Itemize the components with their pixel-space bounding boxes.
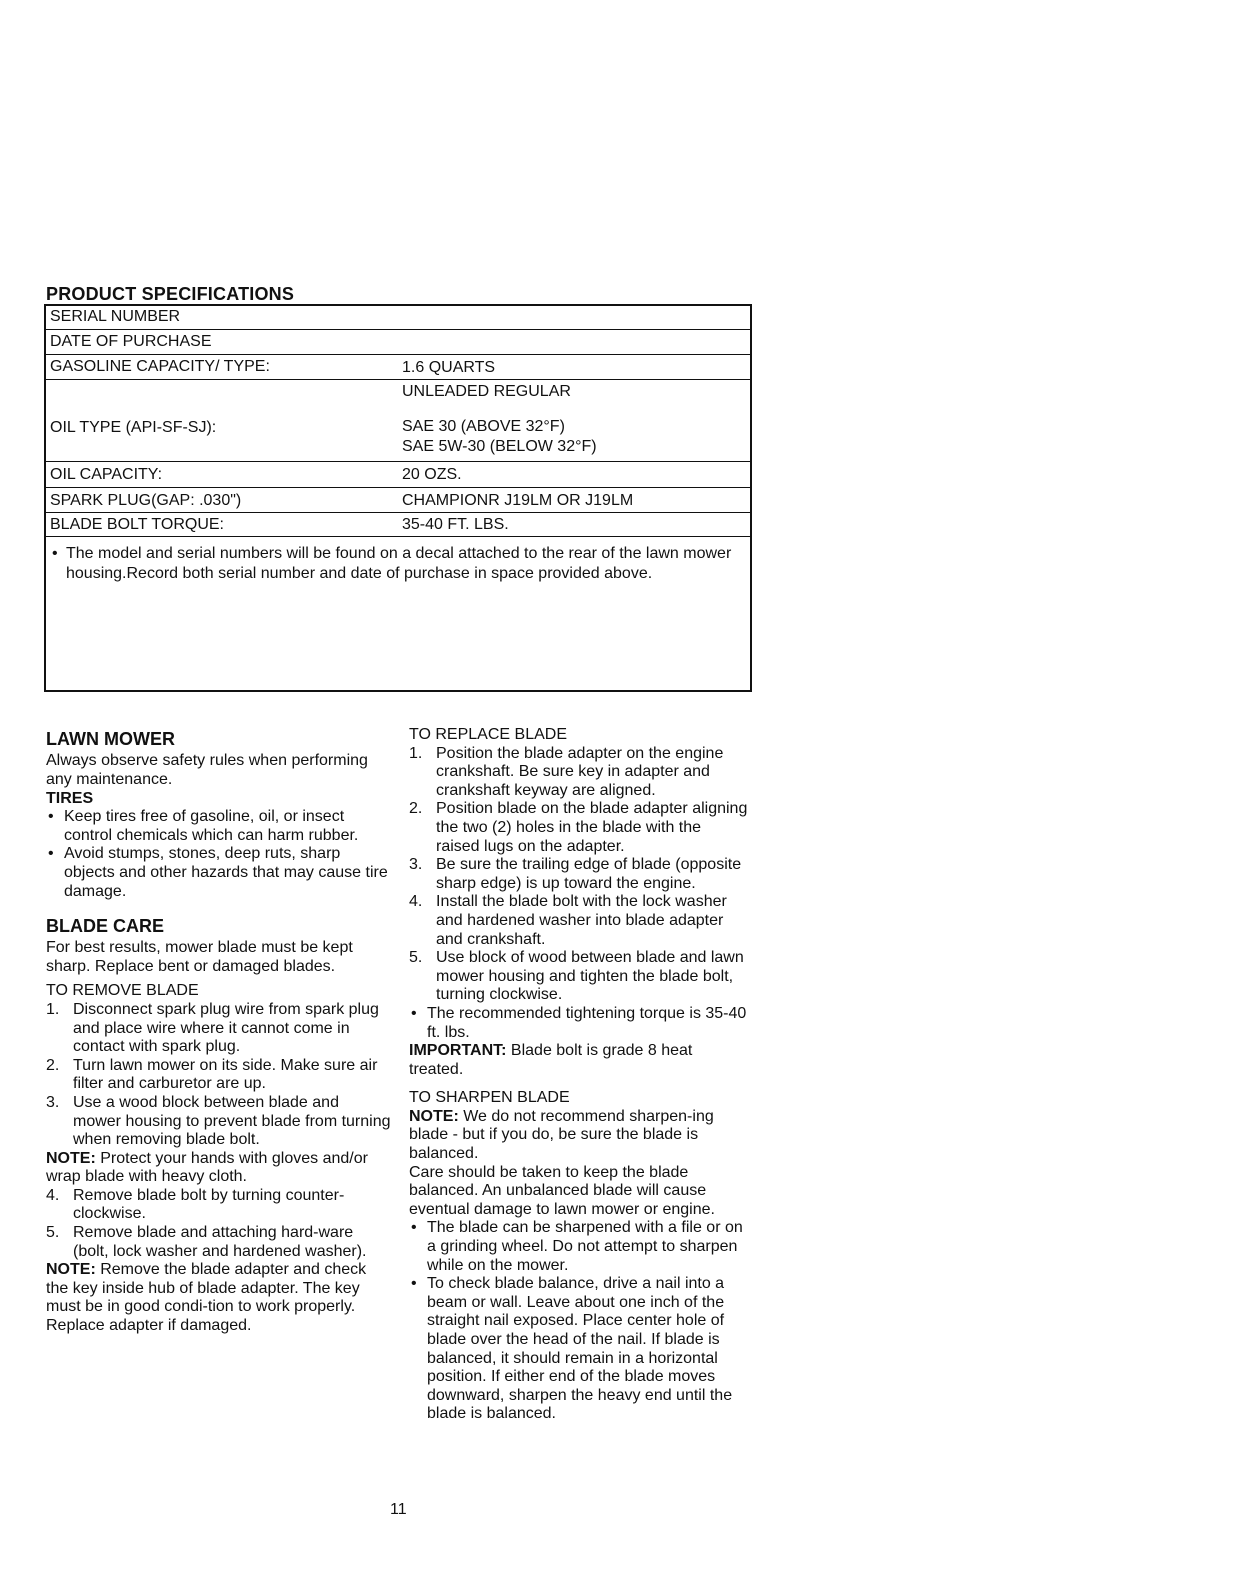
- list-item-text: Turn lawn mower on its side. Make sure air filter and carburetor are up.: [73, 1056, 378, 1093]
- care-paragraph: Care should be taken to keep the blade balanced. An unbalanced blade will cause eventual damage to lawn mower or engine.: [409, 1163, 715, 1218]
- list-item-text: Use block of wood between blade and lawn mower housing and tighten the blade bolt, turning clockwise.: [436, 949, 744, 1004]
- remove-steps: [46, 1001, 391, 1150]
- page-title: PRODUCT SPECIFICATIONS: [46, 284, 295, 304]
- list-item-text: The recommended tightening torque is 35-40 ft. lbs.: [427, 1004, 747, 1041]
- note-text: Remove the blade adapter and check the key inside hub of blade adapter. The key must be in good condi-tion to work properly. Replace adapter if damaged.: [46, 1261, 367, 1335]
- remove-blade-heading: TO REMOVE BLADE: [46, 982, 199, 1000]
- list-item-text: Use a wood block between blade and mower housing to prevent blade from turning when removing blade bolt.: [73, 1093, 391, 1149]
- spec-row: [46, 405, 750, 462]
- note-text: Protect your hands with gloves and/or wrap blade with heavy cloth.: [46, 1149, 368, 1186]
- spec-row: [46, 488, 750, 513]
- spec-value: SAE 5W-30 (BELOW 32°F): [402, 438, 597, 455]
- spec-table: [44, 304, 752, 692]
- spec-row: [46, 306, 750, 330]
- list-item-text: Be sure the trailing edge of blade (opposite sharp edge) is up toward the engine.: [436, 856, 742, 892]
- spec-note-text: The model and serial numbers will be found on a decal attached to the rear of the lawn mower housing.Record both serial number and date of purchase in space provided above.: [66, 545, 732, 582]
- spec-value: SAE 30 (ABOVE 32°F): [402, 418, 565, 435]
- bullet-icon: •: [411, 1275, 417, 1293]
- spec-row: [46, 513, 750, 537]
- list-item-text: Disconnect spark plug wire from spark plug and place wire where it cannot come in contact with spark plug.: [73, 1000, 379, 1056]
- tires-list: [46, 808, 391, 901]
- spec-value: 1.6 QUARTS: [402, 359, 496, 376]
- note-text: We do not recommend sharpen-ing blade - but if you do, be sure the blade is balanced.: [409, 1107, 714, 1163]
- note-paragraph: [46, 1150, 391, 1187]
- spec-row: [46, 330, 750, 355]
- blade-intro: For best results, mower blade must be kept sharp. Replace bent or damaged blades.: [46, 939, 353, 975]
- sharpen-blade-heading: TO SHARPEN BLADE: [409, 1089, 570, 1107]
- replace-steps: [409, 745, 749, 1005]
- spec-label: OIL CAPACITY:: [50, 466, 163, 483]
- spec-value: 35-40 FT. LBS.: [402, 516, 509, 533]
- lawn-mower-heading: LAWN MOWER: [46, 729, 175, 749]
- note-paragraph: [409, 1108, 749, 1164]
- list-item: 5. Use block of wood between blade and lawn mower housing and tighten the blade bolt, turning clockwise.: [409, 949, 744, 1004]
- list-item: 1. Disconnect spark plug wire from spark plug and place wire where it cannot come in contact with spark plug.: [46, 1000, 379, 1056]
- list-item: [46, 808, 391, 845]
- spec-row: [46, 462, 750, 488]
- bullet-icon: •: [52, 545, 58, 562]
- list-item-text: To check blade balance, drive a nail into a beam or wall. Leave about one inch of the straight nail exposed. Place center hole of blade over the head of the nail. If blade is balanced, it should remain in a horizontal position. If either end of the blade moves downward, sharpen the heavy end until the blade is balanced.: [427, 1275, 733, 1423]
- bullet-icon: •: [411, 1004, 417, 1022]
- list-item-text: Install the blade bolt with the lock washer and hardened washer into blade adapter and crankshaft.: [436, 893, 727, 948]
- note-label: NOTE:: [46, 1261, 96, 1279]
- spec-row: [46, 355, 750, 380]
- list-item-text: Remove blade and attaching hard-ware (bolt, lock washer and hardened washer).: [73, 1224, 367, 1260]
- bullet-icon: •: [48, 808, 54, 826]
- spec-label: BLADE BOLT TORQUE:: [50, 516, 224, 533]
- list-item: [409, 1005, 749, 1042]
- bullet-icon: •: [48, 845, 54, 863]
- list-item: 1. Position the blade adapter on the engine crankshaft. Be sure key in adapter and crankshaft keyway are aligned.: [409, 744, 724, 799]
- replace-blade-heading: TO REPLACE BLADE: [409, 726, 567, 743]
- right-column: [409, 726, 749, 1424]
- list-item: 3. Be sure the trailing edge of blade (opposite sharp edge) is up toward the engine.: [409, 856, 742, 892]
- note-label: NOTE:: [46, 1149, 96, 1167]
- remove-steps-continued: [46, 1187, 391, 1261]
- spec-value: CHAMPIONR J19LM OR J19LM: [402, 492, 634, 509]
- list-item: 3. Use a wood block between blade and mower housing to prevent blade from turning when removing blade bolt.: [46, 1093, 391, 1149]
- spec-note: [52, 544, 742, 584]
- spec-value: 20 OZS.: [402, 466, 462, 483]
- spec-label: DATE OF PURCHASE: [50, 333, 212, 350]
- important-text: Blade bolt is grade 8 heat treated.: [409, 1042, 693, 1078]
- spec-label: GASOLINE CAPACITY/ TYPE:: [50, 358, 270, 375]
- note-paragraph: [46, 1261, 391, 1335]
- page-number: 11: [390, 1501, 407, 1518]
- list-item-text: Avoid stumps, stones, deep ruts, sharp objects and other hazards that may cause tire damage.: [64, 845, 388, 900]
- list-item-text: Position blade on the blade adapter aligning the two (2) holes in the blade with the raised lugs on the adapter.: [436, 800, 748, 855]
- spec-label: SPARK PLUG(GAP: .030"): [50, 492, 242, 509]
- list-item: 5. Remove blade and attaching hard-ware (bolt, lock washer and hardened washer).: [46, 1224, 367, 1260]
- left-column: [46, 728, 391, 1336]
- list-item-text: The blade can be sharpened with a file or on a grinding wheel. Do not attempt to sharpen while on the mower.: [427, 1219, 743, 1274]
- list-item: [46, 845, 391, 901]
- list-item: 4. Install the blade bolt with the lock washer and hardened washer into blade adapter and crankshaft.: [409, 893, 727, 948]
- list-item-text: Remove blade bolt by turning counter-clockwise.: [73, 1186, 345, 1223]
- tires-heading: TIRES: [46, 790, 94, 808]
- lawn-intro: Always observe safety rules when performing any maintenance.: [46, 752, 368, 788]
- list-item: [409, 1219, 749, 1275]
- spec-label: SERIAL NUMBER: [50, 308, 181, 325]
- list-item-text: Position the blade adapter on the engine crankshaft. Be sure key in adapter and crankshaft keyway are aligned.: [436, 744, 724, 799]
- important-paragraph: [409, 1042, 749, 1079]
- list-item: 2. Turn lawn mower on its side. Make sure air filter and carburetor are up.: [46, 1056, 378, 1093]
- torque-list: [409, 1005, 749, 1042]
- list-item: [409, 1275, 749, 1424]
- spec-value: UNLEADED REGULAR: [402, 383, 571, 400]
- list-item-text: Keep tires free of gasoline, oil, or insect control chemicals which can harm rubber.: [64, 808, 359, 844]
- spec-label: OIL TYPE (API-SF-SJ):: [50, 419, 217, 436]
- blade-care-heading: BLADE CARE: [46, 916, 165, 937]
- sharpen-list: [409, 1219, 749, 1424]
- bullet-icon: •: [411, 1219, 417, 1237]
- list-item: 4. Remove blade bolt by turning counter-clockwise.: [46, 1186, 345, 1223]
- important-label: IMPORTANT:: [409, 1042, 507, 1060]
- list-item: 2. Position blade on the blade adapter aligning the two (2) holes in the blade with the raised lugs on the adapter.: [409, 800, 748, 855]
- note-label: NOTE:: [409, 1107, 459, 1125]
